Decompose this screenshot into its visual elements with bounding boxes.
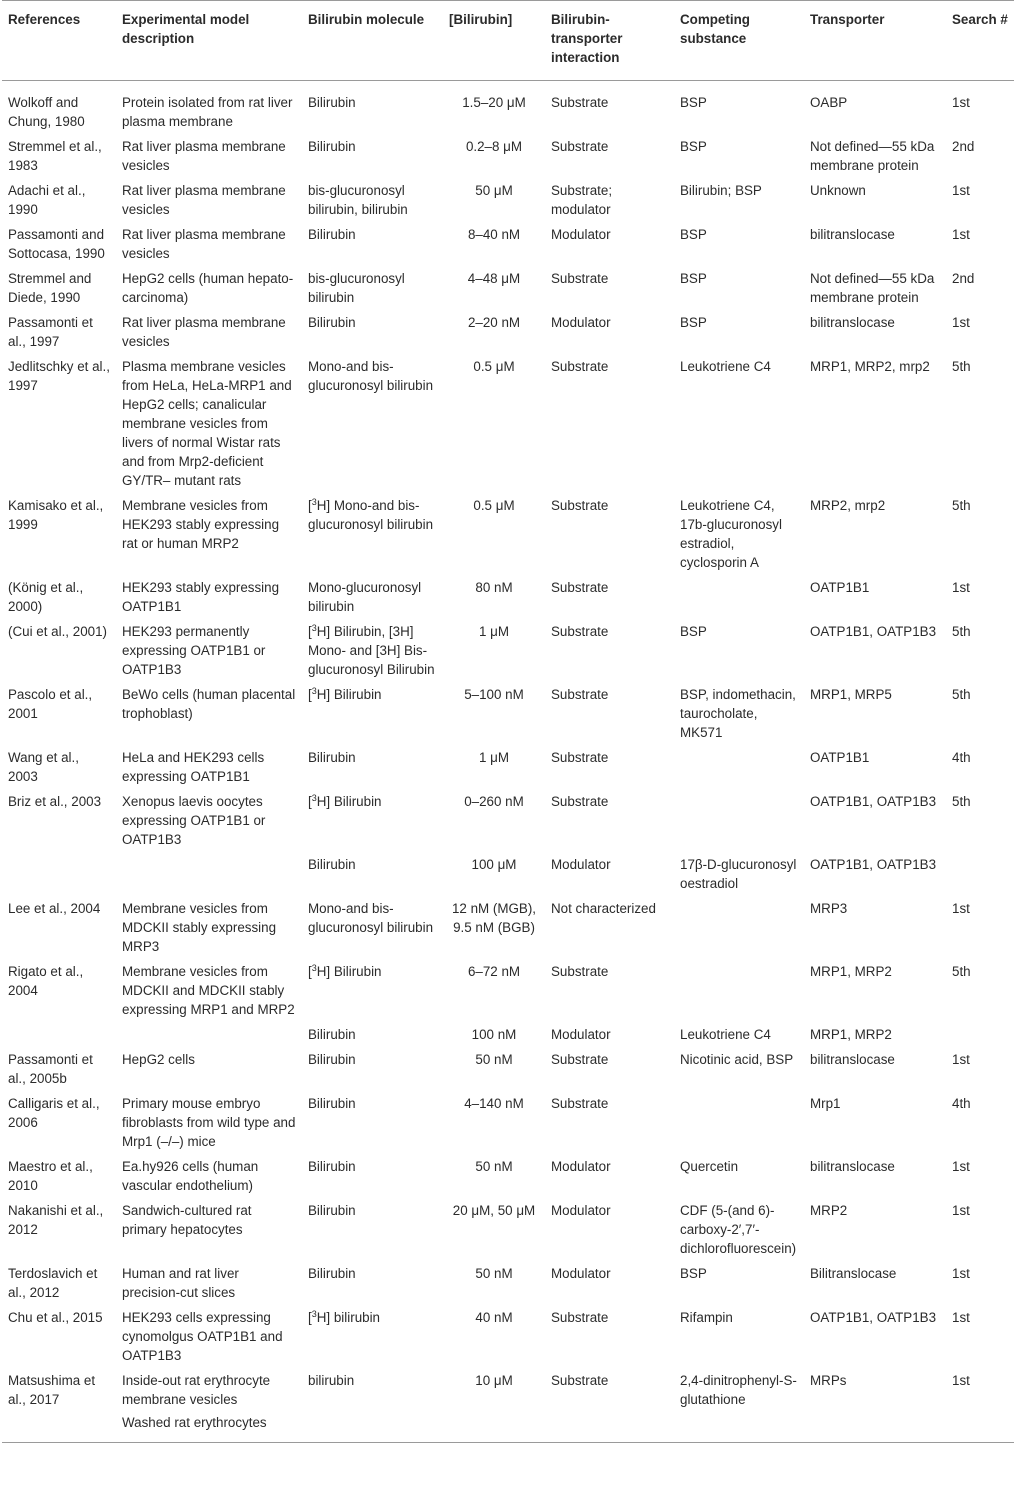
cell-interaction: Substrate; modulator: [551, 183, 613, 217]
cell-competing-substance: BSP: [680, 227, 707, 242]
cell-bilirubin-concentration: 2–20 nM: [467, 315, 521, 330]
cell-reference: Lee et al., 2004: [8, 901, 101, 916]
cell-competing-substance: BSP: [680, 95, 707, 110]
cell-search-number: 1st: [952, 901, 970, 916]
cell-competing-substance: [674, 790, 804, 853]
cell-reference: Briz et al., 2003: [8, 794, 102, 809]
cell-search-number: 1st: [952, 95, 970, 110]
header-bilirubin-concentration: [Bilirubin]: [449, 12, 513, 27]
cell-search-number: 5th: [952, 794, 971, 809]
cell-transporter: OATP1B1, OATP1B3: [810, 857, 937, 872]
cell-transporter: OATP1B1: [810, 580, 870, 595]
cell-interaction: Substrate: [551, 1310, 609, 1325]
cell-model-description: [116, 1023, 302, 1048]
cell-search-number: 1st: [952, 1052, 970, 1067]
cell-reference: [2, 853, 116, 897]
cell-reference: Calligaris et al., 2006: [8, 1096, 100, 1130]
cell-transporter: OATP1B1, OATP1B3: [810, 794, 937, 809]
cell-reference: Rigato et al., 2004: [8, 964, 84, 998]
cell-reference: Nakanishi et al., 2012: [8, 1203, 104, 1237]
isotope-superscript: 3: [311, 793, 317, 803]
cell-competing-substance: [674, 1092, 804, 1155]
cell-bilirubin-concentration: 0.5 μM: [473, 498, 515, 513]
isotope-bracket: [: [308, 1310, 312, 1325]
cell-interaction: Substrate: [551, 139, 609, 154]
cell-interaction: Substrate: [551, 498, 609, 513]
cell-model-description: HepG2 cells (human hepato-carcinoma): [122, 271, 294, 305]
cell-interaction: Modulator: [551, 857, 611, 872]
cell-transporter: Bilitranslocase: [810, 1266, 897, 1281]
cell-competing-substance: CDF (5-(and 6)-carboxy-2′,7′-dichlorofluorescein): [680, 1203, 797, 1256]
cell-search-number: 5th: [952, 624, 971, 639]
cell-search-number: 2nd: [952, 271, 975, 286]
cell-transporter: OABP: [810, 95, 848, 110]
cell-reference: Passamonti et al., 2005b: [8, 1052, 93, 1086]
cell-transporter: Not defined—55 kDa membrane protein: [810, 271, 935, 305]
cell-search-number: 1st: [952, 183, 970, 198]
isotope-superscript: 3: [311, 963, 317, 973]
header-bilirubin-molecule: Bilirubin molecule: [308, 12, 425, 27]
cell-model-description: HeLa and HEK293 cells expressing OATP1B1: [122, 750, 265, 784]
cell-competing-substance: BSP: [680, 624, 707, 639]
cell-competing-substance: Leukotriene C4: [680, 359, 771, 374]
cell-search-number: 1st: [952, 580, 970, 595]
header-interaction: Bilirubin-transporter interaction: [551, 12, 623, 65]
cell-bilirubin-molecule: [302, 1306, 443, 1369]
cell-competing-substance: [674, 897, 804, 960]
cell-competing-substance: Bilirubin; BSP: [680, 183, 762, 198]
cell-bilirubin-molecule: Bilirubin: [308, 139, 356, 154]
cell-bilirubin-molecule: Bilirubin: [308, 1266, 356, 1281]
cell-interaction: Modulator: [551, 1203, 611, 1218]
cell-transporter: Unknown: [810, 183, 866, 198]
cell-search-number: 5th: [952, 964, 971, 979]
cell-bilirubin-molecule: bis-glucuronosyl bilirubin, bilirubin: [308, 183, 408, 217]
cell-search-number: 4th: [952, 1096, 971, 1111]
cell-bilirubin-molecule: Bilirubin: [308, 1203, 356, 1218]
cell-competing-substance: [674, 960, 804, 1023]
cell-bilirubin-concentration: 80 nM: [475, 580, 513, 595]
table-row: [2, 620, 1014, 683]
cell-transporter: MRP2, mrp2: [810, 498, 886, 513]
cell-transporter: MRP3: [810, 901, 848, 916]
cell-search-number: 2nd: [952, 139, 975, 154]
cell-bilirubin-molecule: Bilirubin: [308, 1052, 356, 1067]
cell-reference: (Cui et al., 2001): [8, 624, 107, 639]
cell-search-number: 4th: [952, 750, 971, 765]
cell-competing-substance: BSP: [680, 1266, 707, 1281]
cell-model-description: Membrane vesicles from MDCKII stably expressing MRP3: [122, 901, 277, 954]
cell-transporter: bilitranslocase: [810, 1052, 895, 1067]
cell-model-description: Rat liver plasma membrane vesicles: [122, 315, 286, 349]
table-row: [2, 267, 1014, 311]
cell-model-description: Human and rat liver precision-cut slices: [122, 1266, 239, 1300]
molecule-text: H] Bilirubin: [316, 964, 382, 979]
cell-bilirubin-concentration: 10 μM: [475, 1373, 513, 1388]
isotope-bracket: [: [308, 964, 312, 979]
cell-model-description: [116, 853, 302, 897]
cell-transporter: MRP1, MRP5: [810, 687, 892, 702]
cell-model-description: Rat liver plasma membrane vesicles: [122, 139, 286, 173]
cell-search-number: 1st: [952, 1266, 970, 1281]
cell-bilirubin-concentration: 40 nM: [475, 1310, 513, 1325]
table-row: [2, 683, 1014, 746]
cell-competing-substance: [674, 576, 804, 620]
cell-interaction: Substrate: [551, 95, 609, 110]
cell-bilirubin-molecule: Mono-glucuronosyl bilirubin: [308, 580, 422, 614]
cell-bilirubin-concentration: 1.5–20 μM: [462, 95, 526, 110]
table-row: [2, 1306, 1014, 1369]
cell-interaction: Modulator: [551, 1266, 611, 1281]
cell-reference: Adachi et al., 1990: [8, 183, 86, 217]
cell-model-description: Xenopus laevis oocytes expressing OATP1B1 or OATP1B3: [122, 794, 266, 847]
isotope-superscript: 3: [311, 623, 317, 633]
table-row: [2, 311, 1014, 355]
cell-transporter: MRPs: [810, 1373, 847, 1388]
cell-bilirubin-concentration: 50 nM: [475, 1159, 513, 1174]
header-references: References: [8, 12, 81, 27]
cell-bilirubin-molecule: [302, 494, 443, 576]
cell-model-description: Protein isolated from rat liver plasma membrane: [122, 95, 293, 129]
cell-reference: Wang et al., 2003: [8, 750, 79, 784]
cell-bilirubin-concentration: 12 nM (MGB), 9.5 nM (BGB): [451, 901, 537, 935]
molecule-text: H] Mono-and bis-glucuronosyl bilirubin: [308, 498, 434, 532]
cell-interaction: Substrate: [551, 750, 609, 765]
cell-bilirubin-concentration: 4–48 μM: [467, 271, 521, 286]
isotope-superscript: 3: [311, 1309, 317, 1319]
cell-bilirubin-concentration: 5–100 nM: [464, 687, 524, 702]
cell-model-description: Rat liver plasma membrane vesicles: [122, 227, 286, 261]
cell-reference: Passamonti et al., 1997: [8, 315, 93, 349]
cell-bilirubin-molecule: Bilirubin: [308, 1159, 356, 1174]
cell-interaction: Substrate: [551, 1096, 609, 1111]
cell-transporter: Mrp1: [810, 1096, 841, 1111]
table-row: [2, 81, 1014, 136]
table-row: [2, 853, 1014, 897]
cell-interaction: Substrate: [551, 624, 609, 639]
cell-bilirubin-molecule: Bilirubin: [308, 750, 356, 765]
cell-bilirubin-concentration: 50 μM: [475, 183, 513, 198]
cell-reference: (König et al., 2000): [8, 580, 84, 614]
isotope-superscript: 3: [311, 686, 317, 696]
cell-bilirubin-molecule: bilirubin: [308, 1373, 355, 1388]
cell-bilirubin-molecule: [302, 683, 443, 746]
cell-model-description: Ea.hy926 cells (human vascular endothelium): [122, 1159, 259, 1193]
cell-model-description: HEK293 permanently expressing OATP1B1 or OATP1B3: [122, 624, 266, 677]
cell-search-number: 1st: [952, 1159, 970, 1174]
cell-search-number: 1st: [952, 315, 970, 330]
cell-model-description: HEK293 cells expressing cynomolgus OATP1B1 and OATP1B3: [122, 1310, 283, 1363]
isotope-bracket: [: [308, 498, 312, 513]
cell-search-number: 1st: [952, 227, 970, 242]
table-row: [2, 179, 1014, 223]
cell-reference: Passamonti and Sottocasa, 1990: [8, 227, 105, 261]
cell-competing-substance: Quercetin: [680, 1159, 739, 1174]
cell-bilirubin-concentration: 20 μM, 50 μM: [452, 1203, 536, 1218]
cell-interaction: Substrate: [551, 794, 609, 809]
header-transporter: Transporter: [810, 12, 885, 27]
cell-interaction: Substrate: [551, 687, 609, 702]
cell-transporter: OATP1B1, OATP1B3: [810, 1310, 937, 1325]
cell-competing-substance: [674, 746, 804, 790]
cell-interaction: Not characterized: [551, 901, 656, 916]
cell-transporter: OATP1B1: [810, 750, 870, 765]
table-row: [2, 355, 1014, 494]
cell-interaction: Modulator: [551, 227, 611, 242]
cell-reference: Maestro et al., 2010: [8, 1159, 93, 1193]
cell-model-description: Sandwich-cultured rat primary hepatocytes: [122, 1203, 252, 1237]
molecule-text: H] Bilirubin: [316, 794, 382, 809]
cell-transporter: MRP1, MRP2: [810, 1027, 892, 1042]
cell-transporter: MRP2: [810, 1203, 848, 1218]
cell-competing-substance: 2,4-dinitrophenyl-S-glutathione: [680, 1373, 797, 1407]
isotope-superscript: 3: [311, 497, 317, 507]
molecule-text: H] Bilirubin, [3H] Mono- and [3H] Bis-glucuronosyl Bilirubin: [308, 624, 435, 677]
cell-bilirubin-molecule: Bilirubin: [308, 857, 356, 872]
cell-model-description: Membrane vesicles from HEK293 stably expressing rat or human MRP2: [122, 498, 280, 551]
cell-search-number: 5th: [952, 498, 971, 513]
cell-bilirubin-concentration: 8–40 nM: [467, 227, 521, 242]
cell-bilirubin-concentration: 0.5 μM: [473, 359, 515, 374]
cell-bilirubin-molecule: Mono-and bis-glucuronosyl bilirubin: [308, 901, 434, 935]
cell-transporter: bilitranslocase: [810, 315, 895, 330]
cell-reference: Stremmel and Diede, 1990: [8, 271, 92, 305]
cell-model-description: BeWo cells (human placental trophoblast): [122, 687, 296, 721]
cell-transporter: bilitranslocase: [810, 227, 895, 242]
table-body: [2, 81, 1014, 1443]
cell-bilirubin-molecule: Bilirubin: [308, 227, 356, 242]
cell-model-description: Plasma membrane vesicles from HeLa, HeLa-MRP1 and HepG2 cells; canalicular membrane vesicles from livers of normal Wistar rats and from Mrp2-deficient GY/TR– mutant rats: [122, 359, 292, 488]
cell-model-description: HepG2 cells: [122, 1052, 195, 1067]
table-row: [2, 135, 1014, 179]
molecule-text: H] bilirubin: [316, 1310, 381, 1325]
cell-bilirubin-concentration: 0–260 nM: [464, 794, 524, 809]
table-row: [2, 960, 1014, 1023]
cell-reference: Wolkoff and Chung, 1980: [8, 95, 85, 129]
isotope-bracket: [: [308, 794, 312, 809]
cell-bilirubin-molecule: [302, 620, 443, 683]
cell-bilirubin-molecule: Bilirubin: [308, 1096, 356, 1111]
table-row: [2, 897, 1014, 960]
cell-bilirubin-concentration: 50 nM: [475, 1266, 513, 1281]
table-row: [2, 1023, 1014, 1048]
table-row: [2, 1369, 1014, 1443]
cell-competing-substance: BSP: [680, 315, 707, 330]
cell-search-number: 1st: [952, 1203, 970, 1218]
cell-competing-substance: Leukotriene C4, 17b-glucuronosyl estradiol, cyclosporin A: [680, 498, 782, 570]
cell-search-number: 1st: [952, 1373, 970, 1388]
cell-bilirubin-concentration: 6–72 nM: [467, 964, 521, 979]
table-row: [2, 1199, 1014, 1262]
cell-model-description: Membrane vesicles from MDCKII and MDCKII stably expressing MRP1 and MRP2: [122, 964, 295, 1017]
isotope-bracket: [: [308, 687, 312, 702]
cell-interaction: Substrate: [551, 271, 609, 286]
table-row: [2, 790, 1014, 853]
cell-reference: Chu et al., 2015: [8, 1310, 103, 1325]
table-row: [2, 1262, 1014, 1306]
cell-competing-substance: Leukotriene C4: [680, 1027, 771, 1042]
cell-bilirubin-molecule: Bilirubin: [308, 95, 356, 110]
cell-reference: Terdoslavich et al., 2012: [8, 1266, 98, 1300]
cell-search-number: [946, 853, 1014, 897]
header-search-number: Search #: [952, 12, 1008, 27]
model-text: Inside-out rat erythrocyte membrane vesicles: [122, 1373, 271, 1407]
cell-transporter: MRP1, MRP2: [810, 964, 892, 979]
header-competing-substance: Competing substance: [680, 12, 750, 46]
cell-bilirubin-concentration: 1 μM: [478, 624, 510, 639]
cell-interaction: Substrate: [551, 964, 609, 979]
cell-interaction: Modulator: [551, 315, 611, 330]
table-row: [2, 223, 1014, 267]
table-row: [2, 1048, 1014, 1092]
cell-transporter: MRP1, MRP2, mrp2: [810, 359, 930, 374]
cell-search-number: [946, 1023, 1014, 1048]
cell-bilirubin-molecule: Bilirubin: [308, 315, 356, 330]
bilirubin-transport-table: [2, 0, 1014, 1443]
table-row: [2, 1155, 1014, 1199]
table-row: [2, 746, 1014, 790]
cell-search-number: 5th: [952, 687, 971, 702]
cell-reference: Pascolo et al., 2001: [8, 687, 93, 721]
cell-bilirubin-molecule: Bilirubin: [308, 1027, 356, 1042]
cell-transporter: Not defined—55 kDa membrane protein: [810, 139, 935, 173]
cell-reference: Kamisako et al., 1999: [8, 498, 104, 532]
cell-interaction: Modulator: [551, 1159, 611, 1174]
cell-bilirubin-concentration: 100 μM: [471, 857, 517, 872]
table-row: [2, 1092, 1014, 1155]
isotope-bracket: [: [308, 624, 312, 639]
cell-interaction: Substrate: [551, 1373, 609, 1388]
cell-bilirubin-concentration: 50 nM: [475, 1052, 513, 1067]
cell-search-number: 5th: [952, 359, 971, 374]
cell-reference: [2, 1023, 116, 1048]
cell-bilirubin-molecule: [302, 960, 443, 1023]
cell-competing-substance: 17β-D-glucuronosyl oestradiol: [680, 857, 797, 891]
cell-bilirubin-concentration: 1 μM: [478, 750, 510, 765]
cell-interaction: Substrate: [551, 580, 609, 595]
cell-model-description: HEK293 stably expressing OATP1B1: [122, 580, 280, 614]
cell-model-description: Rat liver plasma membrane vesicles: [122, 183, 286, 217]
cell-competing-substance: BSP: [680, 139, 707, 154]
header-experimental-model: Experimental model description: [122, 12, 250, 46]
cell-competing-substance: BSP: [680, 271, 707, 286]
cell-search-number: 1st: [952, 1310, 970, 1325]
cell-interaction: Substrate: [551, 1052, 609, 1067]
cell-bilirubin-molecule: bis-glucuronosyl bilirubin: [308, 271, 405, 305]
table-row: [2, 576, 1014, 620]
table-header-row: [2, 1, 1014, 81]
cell-competing-substance: BSP, indomethacin, taurocholate, MK571: [680, 687, 796, 740]
cell-bilirubin-concentration: 0.2–8 μM: [465, 139, 523, 154]
cell-reference: Jedlitschky et al., 1997: [8, 359, 110, 393]
cell-bilirubin-concentration: 100 nM: [471, 1027, 517, 1042]
cell-interaction: Substrate: [551, 359, 609, 374]
cell-interaction: Modulator: [551, 1027, 611, 1042]
cell-transporter: bilitranslocase: [810, 1159, 895, 1174]
model-extra-text: Washed rat erythrocytes: [122, 1415, 267, 1430]
cell-bilirubin-molecule: Mono-and bis-glucuronosyl bilirubin: [308, 359, 434, 393]
cell-competing-substance: Rifampin: [680, 1310, 733, 1325]
cell-reference: Stremmel et al., 1983: [8, 139, 102, 173]
cell-bilirubin-molecule: [302, 790, 443, 853]
cell-reference: Matsushima et al., 2017: [8, 1373, 96, 1407]
molecule-text: H] Bilirubin: [316, 687, 382, 702]
table-row: [2, 494, 1014, 576]
cell-bilirubin-concentration: 4–140 nM: [464, 1096, 524, 1111]
cell-competing-substance: Nicotinic acid, BSP: [680, 1052, 794, 1067]
cell-transporter: OATP1B1, OATP1B3: [810, 624, 937, 639]
cell-model-description: [116, 1369, 302, 1443]
cell-model-description: Primary mouse embryo fibroblasts from wild type and Mrp1 (–/–) mice: [122, 1096, 296, 1149]
